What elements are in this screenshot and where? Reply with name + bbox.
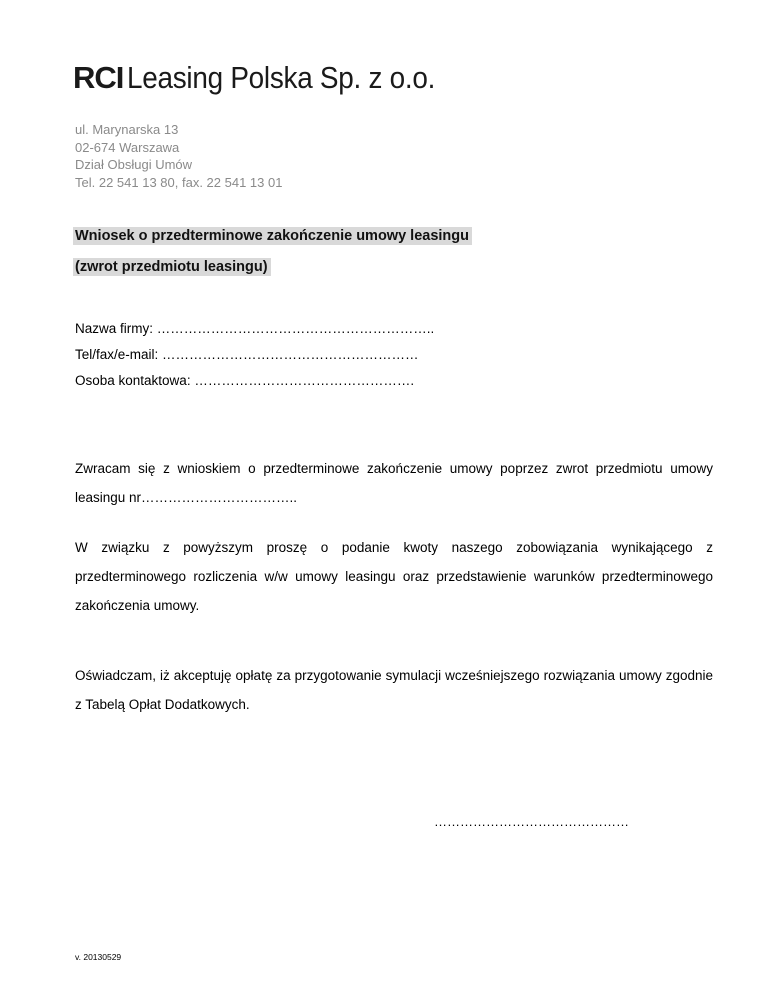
company-logo (73, 60, 470, 96)
company-name: Leasing Polska Sp. z o.o. (127, 60, 436, 95)
brand-name: RCI (73, 60, 124, 95)
signature-line: ……………………………………… (434, 814, 629, 829)
document-title: Wniosek o przedterminowe zakończenie umowy leasingu (73, 227, 472, 245)
document-subtitle: (zwrot przedmiotu leasingu) (73, 258, 271, 276)
company-name-field: Nazwa firmy: …………………………………………………….. (75, 321, 435, 336)
version-label: v. 20130529 (75, 952, 122, 962)
address-street: ul. Marynarska 13 (75, 122, 179, 137)
contact-field: Tel/fax/e-mail: ………………………………………………… (75, 347, 419, 362)
company-address (75, 121, 282, 191)
address-phone: Tel. 22 541 13 80, fax. 22 541 13 01 (75, 174, 283, 190)
fee-acceptance-paragraph: Oświadczam, iż akceptuję opłatę za przygotowanie symulacji wcześniejszego rozwiązania umowy zgodnie z Tabelą Opłat Dodatkowych. (75, 668, 713, 712)
settlement-paragraph: W związku z powyższym proszę o podanie kwoty naszego zobowiązania wynikającego z przedterminowego rozliczenia w/w umowy leasingu oraz przedstawienie warunków przedterminowego zakończenia umowy. (75, 540, 713, 613)
request-paragraph: Zwracam się z wnioskiem o przedterminowe zakończenie umowy poprzez zwrot przedmiotu umowy leasingu nr…………………………….. (75, 461, 713, 505)
contact-person-field: Osoba kontaktowa: …………………………………………. (75, 373, 415, 388)
address-city: 02-674 Warszawa (75, 139, 180, 155)
address-department: Dział Obsługi Umów (75, 157, 193, 172)
